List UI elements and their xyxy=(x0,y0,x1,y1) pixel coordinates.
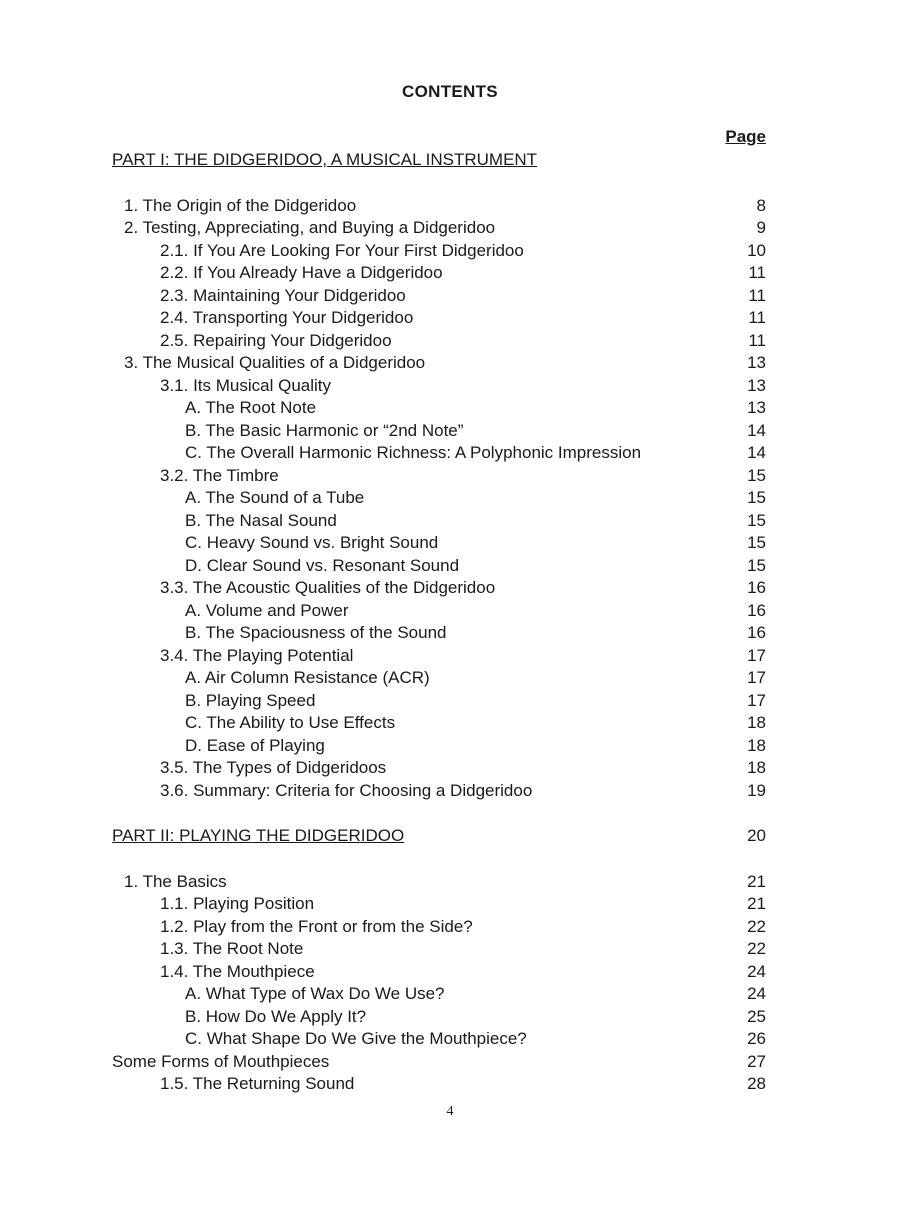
toc-entry xyxy=(0,983,900,1005)
toc-entry xyxy=(0,600,900,622)
toc-entry-label: B. The Spaciousness of the Sound xyxy=(185,623,447,642)
page-title: CONTENTS xyxy=(402,82,498,101)
toc-entry xyxy=(0,577,900,599)
toc-entry xyxy=(0,690,900,712)
toc-entry-label: B. The Nasal Sound xyxy=(185,510,337,530)
toc-entry xyxy=(0,1028,900,1050)
toc-entry xyxy=(0,330,900,352)
toc-entry-page: 24 xyxy=(747,961,766,981)
toc-entry xyxy=(0,375,900,397)
toc-entry xyxy=(0,307,900,329)
toc-entry xyxy=(0,487,900,509)
toc-entry-label: B. The Basic Harmonic or “2nd Note” xyxy=(185,420,464,440)
part-heading xyxy=(0,825,900,847)
toc-entry-page: 17 xyxy=(747,668,766,687)
toc-entry-label: 1.2. Play from the Front or from the Side? xyxy=(160,916,473,936)
toc-entry xyxy=(0,510,900,532)
toc-entry xyxy=(0,240,900,262)
toc-entry-page: 27 xyxy=(747,1051,766,1071)
toc-entry xyxy=(0,916,900,938)
toc-entry-page: 11 xyxy=(748,330,766,350)
toc-entry-label: 2.2. If You Already Have a Didgeridoo xyxy=(160,263,443,282)
toc-entry-label: 3. The Musical Qualities of a Didgeridoo xyxy=(124,353,426,372)
toc-entry-label: A. Volume and Power xyxy=(185,600,349,620)
toc-entry-page: 16 xyxy=(747,623,766,642)
toc-entry-page: 11 xyxy=(748,263,766,282)
toc-entry-label: D. Ease of Playing xyxy=(185,735,325,755)
toc-entry-label: 1. The Basics xyxy=(124,871,227,891)
toc-entry xyxy=(0,532,900,554)
toc-entry xyxy=(0,893,900,915)
toc-entry-page: 16 xyxy=(747,600,766,620)
toc-entry xyxy=(0,465,900,487)
toc-entry xyxy=(0,712,900,734)
toc-entry-page: 15 xyxy=(747,533,766,552)
page-number: 4 xyxy=(446,1104,454,1119)
toc-entry-page: 22 xyxy=(747,939,766,958)
toc-entry-page: 16 xyxy=(747,578,766,597)
toc-entry-page: 8 xyxy=(756,195,766,215)
toc-entry-page: 15 xyxy=(747,488,766,507)
toc-entry-page: 18 xyxy=(747,735,766,755)
toc-entry-label: C. What Shape Do We Give the Mouthpiece? xyxy=(185,1029,527,1048)
toc-entry xyxy=(0,1006,900,1028)
toc-entry-label: C. Heavy Sound vs. Bright Sound xyxy=(185,533,439,552)
toc-entry xyxy=(0,961,900,983)
toc-entry-page: 20 xyxy=(747,826,766,845)
part-heading xyxy=(0,149,900,171)
toc-entry-label: 2.1. If You Are Looking For Your First Didgeridoo xyxy=(160,240,524,260)
toc-entry-page: 15 xyxy=(747,465,766,485)
toc-entry-label: 2.4. Transporting Your Didgeridoo xyxy=(160,308,414,327)
toc-entry-label: A. The Root Note xyxy=(185,398,317,417)
toc-entry-page: 28 xyxy=(747,1074,766,1093)
toc-entry-page: 19 xyxy=(747,780,766,800)
toc-entry-page: 15 xyxy=(747,555,766,575)
toc-entry-page: 21 xyxy=(747,894,766,913)
toc-entry xyxy=(0,757,900,779)
toc-entry-label: 2.3. Maintaining Your Didgeridoo xyxy=(160,285,406,305)
toc-entry-page: 14 xyxy=(747,443,766,462)
toc-entry xyxy=(0,420,900,442)
toc-entry xyxy=(0,1051,900,1073)
toc-entry-label: 3.3. The Acoustic Qualities of the Didgeridoo xyxy=(160,578,496,597)
toc-entry-page: 13 xyxy=(747,398,766,417)
toc-entry-page: 18 xyxy=(747,713,766,732)
toc-entry xyxy=(0,735,900,757)
toc-entry-label: 3.4. The Playing Potential xyxy=(160,645,354,665)
toc-entry xyxy=(0,938,900,960)
toc-entry-label: 1.4. The Mouthpiece xyxy=(160,961,315,981)
toc-entry-label: 3.2. The Timbre xyxy=(160,465,279,485)
toc-entry-page: 26 xyxy=(747,1029,766,1048)
toc-entry-page: 21 xyxy=(747,871,766,891)
toc-entry-page: 13 xyxy=(747,353,766,372)
toc-entry-label: 3.1. Its Musical Quality xyxy=(160,375,332,395)
toc-entry-label: C. The Overall Harmonic Richness: A Polyphonic Impression xyxy=(185,443,642,462)
toc-entry-page: 11 xyxy=(748,308,766,327)
toc-entry xyxy=(0,352,900,374)
toc-entry-page: 15 xyxy=(747,510,766,530)
page-column-header: Page xyxy=(725,127,766,146)
toc-entry-label: B. Playing Speed xyxy=(185,690,316,710)
toc-entry xyxy=(0,780,900,802)
toc-entry-label: 3.5. The Types of Didgeridoos xyxy=(160,758,387,777)
toc-entry-page: 11 xyxy=(748,285,766,305)
toc-entry-label: 1.1. Playing Position xyxy=(160,894,315,913)
toc-entry xyxy=(0,555,900,577)
toc-entry xyxy=(0,645,900,667)
toc-entry-page: 25 xyxy=(747,1006,766,1026)
toc-entry-label: 2. Testing, Appreciating, and Buying a Didgeridoo xyxy=(124,218,496,237)
toc-entry-label: D. Clear Sound vs. Resonant Sound xyxy=(185,555,460,575)
toc-entry-label: 1. The Origin of the Didgeridoo xyxy=(124,195,357,215)
toc-entry-label: 1.3. The Root Note xyxy=(160,939,304,958)
toc-entry-page: 13 xyxy=(747,375,766,395)
toc-entry-label: C. The Ability to Use Effects xyxy=(185,713,396,732)
toc-entry-label: 3.6. Summary: Criteria for Choosing a Didgeridoo xyxy=(160,780,533,800)
toc-entry-page: 24 xyxy=(747,984,766,1003)
toc-entry xyxy=(0,217,900,239)
toc-entry xyxy=(0,667,900,689)
toc-entry-label: 1.5. The Returning Sound xyxy=(160,1074,355,1093)
toc-entry-label: 2.5. Repairing Your Didgeridoo xyxy=(160,330,392,350)
toc-entry-label: A. Air Column Resistance (ACR) xyxy=(185,668,430,687)
toc-entry xyxy=(0,397,900,419)
toc-entry xyxy=(0,871,900,893)
toc-entry xyxy=(0,262,900,284)
toc-entry-page: 22 xyxy=(747,916,766,936)
toc-entry xyxy=(0,285,900,307)
toc-entry-label: Some Forms of Mouthpieces xyxy=(112,1051,330,1071)
toc-entry-page: 9 xyxy=(756,218,766,237)
toc-entry-label: A. What Type of Wax Do We Use? xyxy=(185,984,445,1003)
toc-entry-page: 10 xyxy=(747,240,766,260)
toc-entry-page: 17 xyxy=(747,690,766,710)
toc-entry-page: 17 xyxy=(747,645,766,665)
toc-entry xyxy=(0,195,900,217)
toc-entry-label: PART II: PLAYING THE DIDGERIDOO xyxy=(112,826,405,845)
toc-entry xyxy=(0,442,900,464)
toc-entry xyxy=(0,1073,900,1095)
toc-entry-label: PART I: THE DIDGERIDOO, A MUSICAL INSTRUMENT xyxy=(112,150,538,169)
toc-entry-page: 14 xyxy=(747,420,766,440)
toc-entry-label: A. The Sound of a Tube xyxy=(185,488,365,507)
toc-entry-label: B. How Do We Apply It? xyxy=(185,1006,367,1026)
toc-entry xyxy=(0,622,900,644)
toc-entry-page: 18 xyxy=(747,758,766,777)
